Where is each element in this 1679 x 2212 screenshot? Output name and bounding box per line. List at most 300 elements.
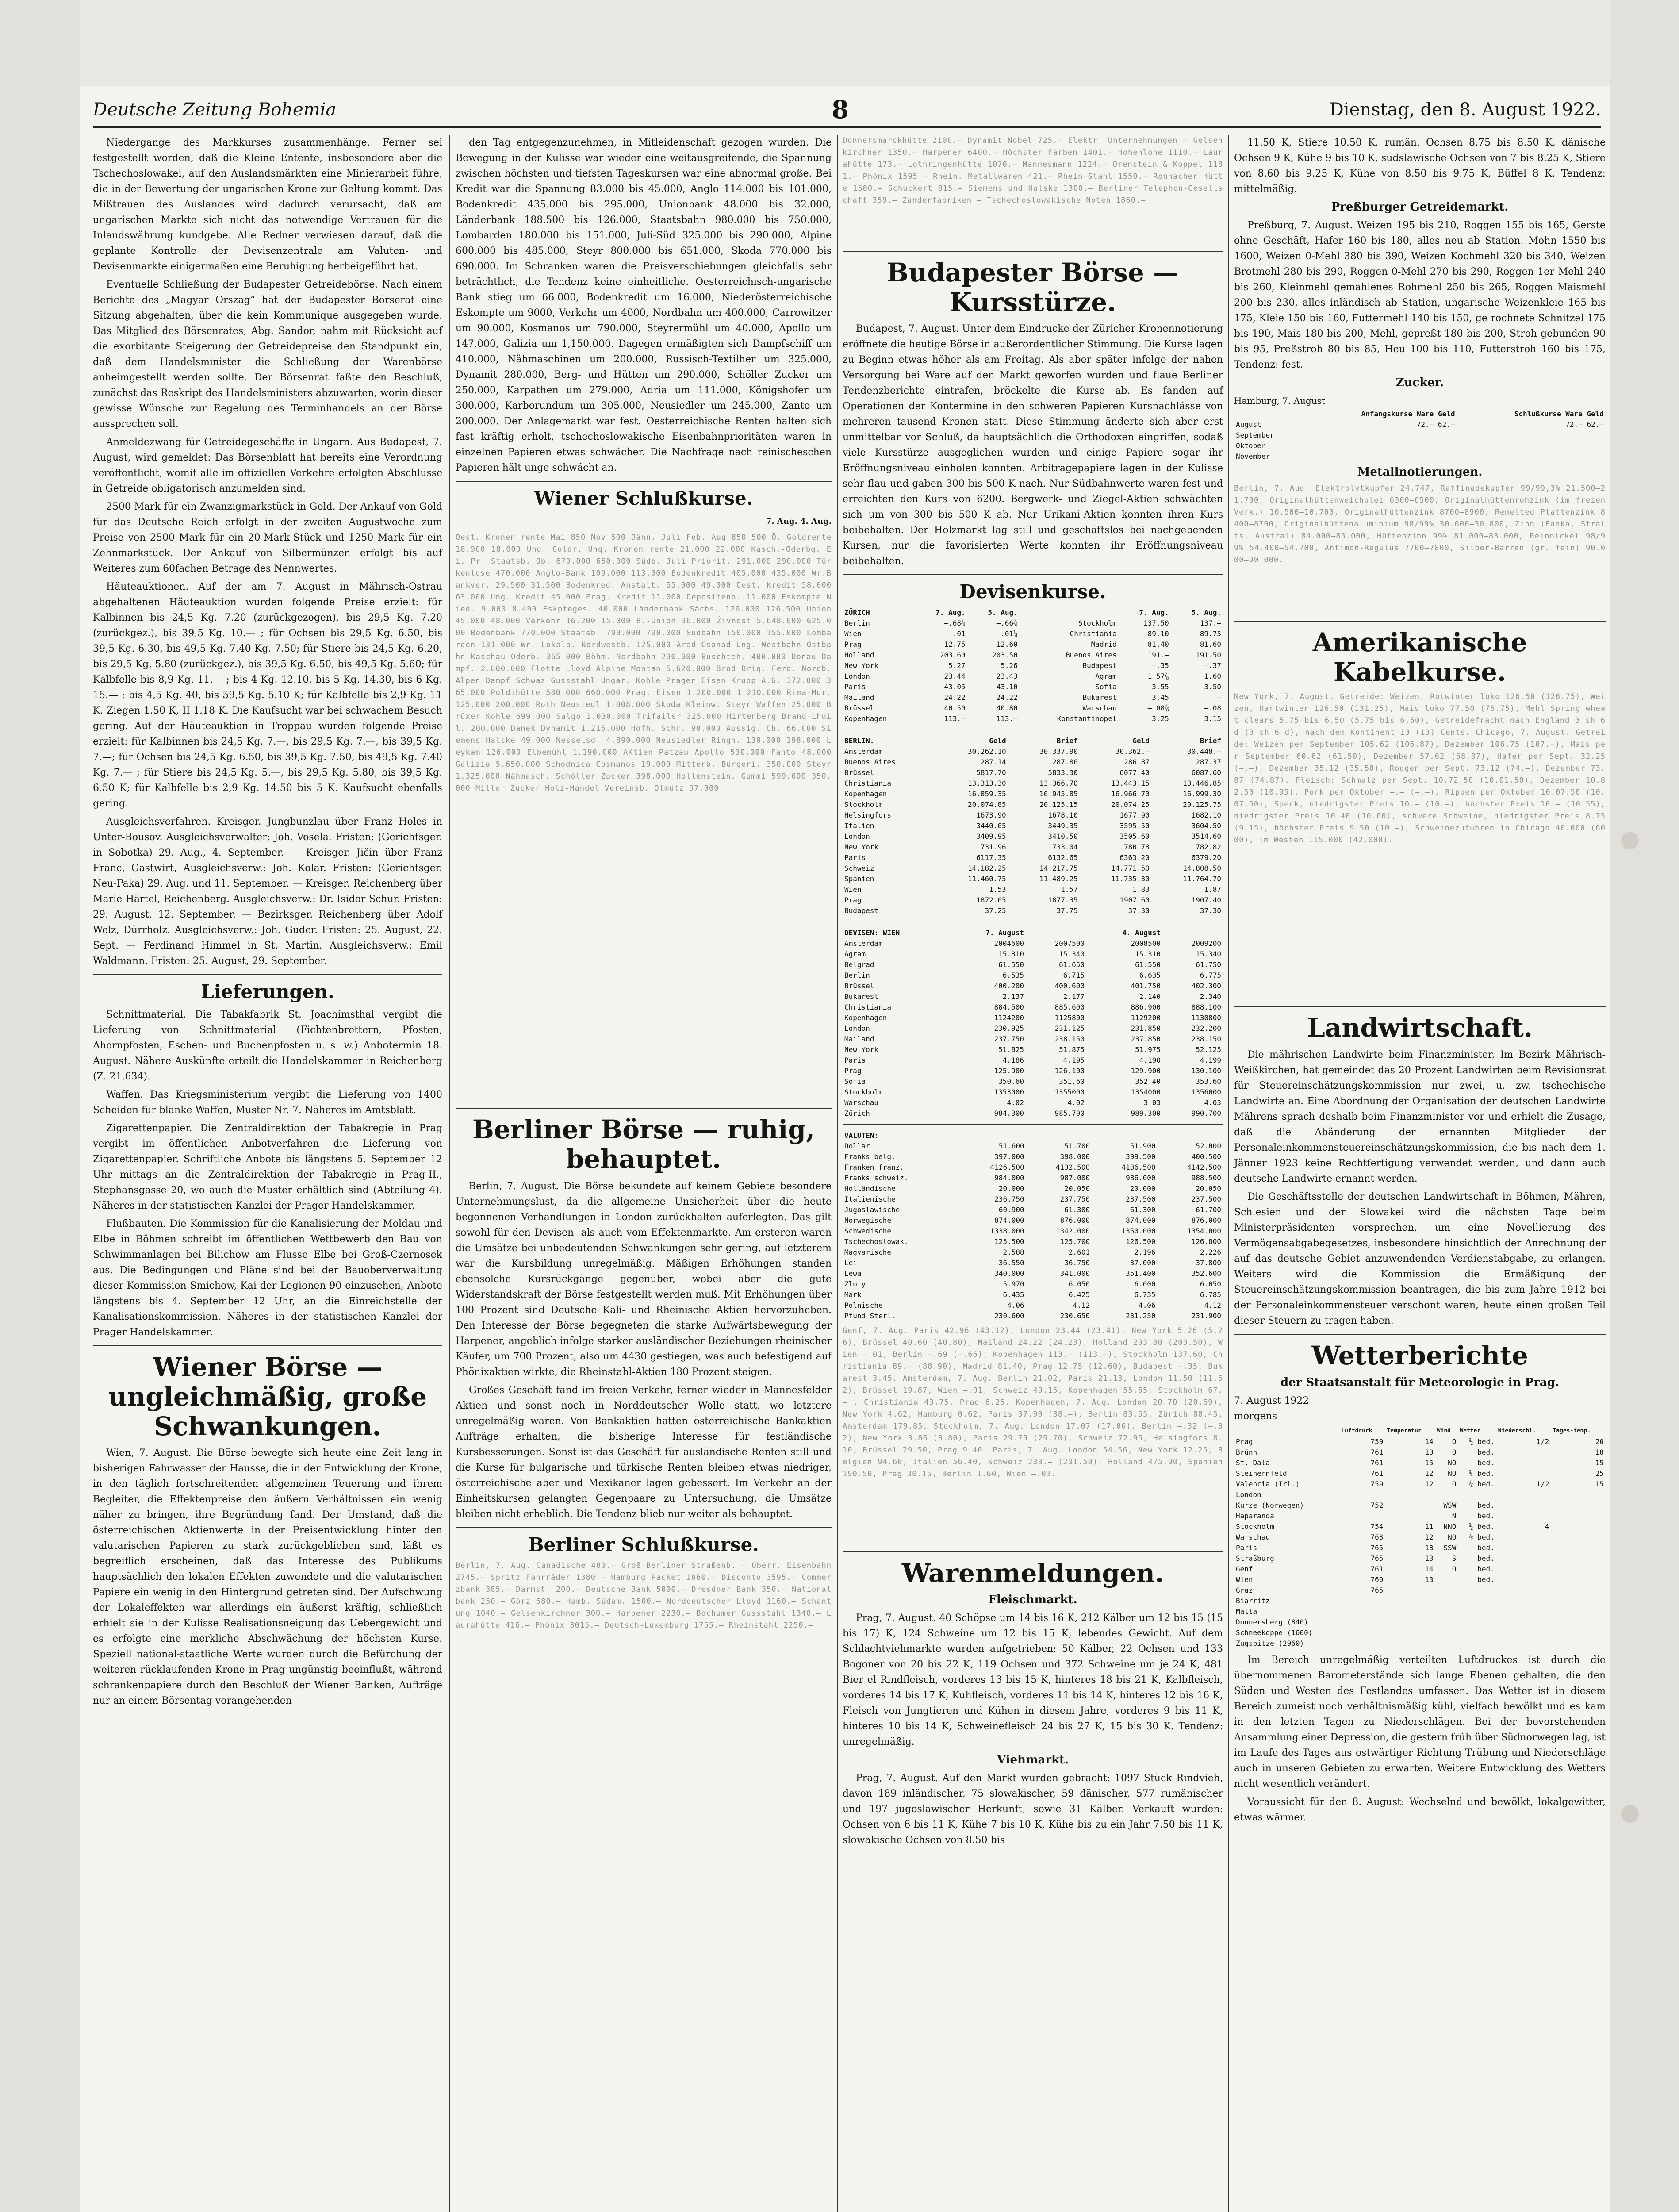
subheading-zucker: Zucker. bbox=[1395, 376, 1444, 389]
table-row bbox=[843, 1098, 1223, 1108]
table-row bbox=[843, 1045, 1223, 1055]
table-row bbox=[843, 661, 1223, 671]
table-cell: 397.000 bbox=[994, 1152, 1024, 1161]
table-cell bbox=[1385, 1606, 1435, 1617]
table-row bbox=[1234, 441, 1606, 451]
table-cell: Lei bbox=[844, 1258, 857, 1267]
table-cell bbox=[1551, 1585, 1606, 1596]
table-row bbox=[843, 906, 1223, 916]
table-cell bbox=[1458, 1490, 1496, 1500]
table-row bbox=[843, 746, 1223, 757]
table-cell: 238.150 bbox=[1191, 1034, 1221, 1043]
table-cell: 126.800 bbox=[1191, 1237, 1221, 1246]
table-row bbox=[843, 1279, 1223, 1290]
table-cell: 13 bbox=[1425, 1575, 1434, 1584]
metal-prices: Berlin, 7. Aug. Elektrolytkupfer 24.747, Raffinadekupfer 99/99,3% 21.500—21.700, Originalhüttenweichblei 6300—6500, Originalhüttenrohzink (im freien Verk.) 10.500—10.700, Originalhüttenzink 8700—8900, Remelted Plattenzink 8400—8700, Originalhüttenaluminium 98/99% 30.600—30.800, Zinn (Banka, Straits, Austral) 84.000—85.000, Hüttenzinn 99% 81.000—83.000, Reinnickel 98/99% 54.400—54.700, Antimon-Regulus 7700—7800, Silber-Barren (gr. fein) 90.000—90.000. bbox=[1234, 484, 1606, 565]
table-cell: 990.700 bbox=[1191, 1109, 1221, 1118]
table-row bbox=[1234, 1490, 1606, 1500]
table-cell bbox=[1385, 1638, 1435, 1649]
table-cell: 1.60 bbox=[1204, 672, 1221, 680]
table-row bbox=[1234, 1511, 1606, 1521]
table-cell: Steinernfeld bbox=[1236, 1469, 1287, 1478]
table-row bbox=[843, 863, 1223, 874]
article-paragraph: Budapest, 7. August. Unter dem Eindrucke der Züricher Kronennotierung eröffnete die heutige Börse in außerordentlicher Stimmung. Die Kurse lagen zu Beginn etwas höher als am Freitag. Als aber später infolge der nahen Versorgung bei Ware auf den Markt geworfen wurden und flaue Berliner Tendenzberichte eintrafen, bröckelte die Kurse ab. Es fanden auf Operationen der Kontermine in den schweren Papieren Kursnachlässe von mehreren tausend Kronen statt. Diese Stimmung änderte sich aber erst unmittelbar vor Schluß, da hauptsächlich die Orthodoxen eingriffen, sodaß viele Kursstürze ausgeglichen wurden und einige Papiere sogar ihr Eröffnungsniveau einholen konnten. Arbitragepapiere lagen in der Kulisse sehr flau und gaben 300 bis 500 K nach. Nur Südbahnwerte waren fest und erreichten den Kurs von 6200. Bergwerk- und Ziegel-Aktien schwächten sich um von 300 bis 500 K ab. Nur Urikani-Aktien konnten ihren Kurs beibehalten. Der Holzmarkt lag still und geschäftslos bei nachgebenden Kursen, nur die favorisierten Werte konnten ihr Eröffnungsniveau beibehalten. bbox=[843, 323, 1223, 567]
table-row bbox=[843, 1268, 1223, 1279]
section-divider bbox=[1234, 621, 1606, 622]
valuten-table bbox=[843, 1130, 1223, 1321]
table-cell: 759 bbox=[1370, 1479, 1384, 1488]
section-divider bbox=[93, 974, 442, 975]
table-cell: 237.850 bbox=[1131, 1034, 1161, 1043]
table-row bbox=[1234, 1447, 1606, 1458]
table-cell: 37.30 bbox=[1200, 906, 1221, 915]
table-cell: Amsterdam bbox=[844, 939, 883, 948]
table-row bbox=[843, 831, 1223, 842]
table-cell: Prag bbox=[844, 1066, 862, 1075]
table-cell: 126.500 bbox=[1126, 1237, 1156, 1246]
table-header-cell: 5. Aug. bbox=[988, 608, 1018, 617]
table-cell: 89.75 bbox=[1200, 629, 1221, 638]
table-header-cell: 5. Aug. bbox=[1191, 608, 1221, 617]
table-cell: 1350.000 bbox=[1121, 1226, 1156, 1235]
table-cell: 11.460.75 bbox=[967, 874, 1006, 883]
table-row bbox=[843, 1258, 1223, 1268]
table-cell bbox=[1496, 1458, 1551, 1468]
table-cell: 4.06 bbox=[1138, 1301, 1156, 1310]
foreign-exchange-reports: Genf, 7. Aug. Paris 42.96 (43.12), London 23.44 (23.41), New York 5.26 (5.26), Brüssel 40.60 (40.80), Mailand 24.22 (24.23), Holland 203.80 (203.50), Wien —.01, Berlin —.69 (—.66), Kopenhagen 113.— (113.—), Stockholm 137.60, Christiania 89.— (88.90), Madrid 81.40, Prag 12.75 (12.60), Budapest —.35, Bukarest 3.45. Amsterdam, 7. Aug. Berlin 21.02, Paris 21.13, London 11.50 (11.52), Brüssel 19.87, Wien —.01, Schweiz 49.15, Kopenhagen 55.65, Stockholm 67.— , Christiania 43.75, Prag 6.25. Kopenhagen, 7. Aug. London 20.70 (20.69), New York 4.62, Hamburg 0.62, Paris 37.90 (38.—), Berlin 83.55, Zürich 88.45, Amsterdam 179.85. Stockholm, 7. Aug. London 17.07 (17.06), Berlin —.32 (—.32), New York 3.86 (3.80), Paris 29.70 (29.70), Schweiz 72.95, Helsingfors 8.10, Brüssel 29.50, Prag 9.40. Paris, 7. Aug. London 54.56, New York 12.25, Belgien 94.60, Italien 56.40, Schweiz 233.— (231.50), Holland 475.90, Spanien 190.50, Prag 30.15, Berlin 1.60, Wien —.03. bbox=[843, 1326, 1223, 1479]
berlin-rates-table bbox=[843, 736, 1223, 916]
article-paragraph: 11.50 K, Stiere 10.50 K, rumän. Ochsen 8.75 bis 8.50 K, dänische Ochsen 9 K, Kühe 9 bis 10 K, südslawische Ochsen von 7 bis 8.25 K, Stiere von 8.60 bis 9.25 K, Kühe von 8.50 bis 9.75 K, Büffel 8 K. Tendenz: mittelmäßig. bbox=[1234, 137, 1606, 195]
table-header-cell: Schlußkurse Ware Geld bbox=[1514, 410, 1604, 418]
table-cell: 23.44 bbox=[944, 672, 966, 680]
section-heading-warenmeldungen: Warenmeldungen. bbox=[901, 1558, 1164, 1588]
table-cell: 52.000 bbox=[1196, 1141, 1221, 1150]
table-cell: 761 bbox=[1370, 1469, 1384, 1478]
article-paragraph: Großes Geschäft fand im freien Verkehr, ferner wieder in Mannesfelder Aktien und sonst noch in Norddeutscher Wolle statt, wo letztere unregelmäßig waren. Von Bankaktien hatten österreichische Bankaktien Aufträge erhalten, die bisherige Interesse für festländische Kursbesserungen. Sonst ist das Geschäft für ausländische Renten still und die Kurse für bulgarische und türkische Renten bleiben etwas niedriger, österreichische aber und Mexikaner lagen gebessert. Im Verkehr an der Einheitskursen gelangten Gegenpaare zu Untersuchung, die Umsätze bleiben nicht erheblich. Die Tendenz blieb nur weiter als behauptet. bbox=[456, 1384, 832, 1520]
berlin-prices-continued: Donnersmarckhütte 2100.— Dynamit Nobel 725.— Elektr. Unternehmungen — Gelsenkirchner 1350.— Harpener 6400.— Höchster Farben 1401.— Hohenlohe 1110.— Laurahütte 173.— Lothringenhütte 1070.— Mannesmann 1224.— Orenstein & Koppel 1181.— Phönix 1595.— Rhein. Metallwaren 421.— Rhein-Stahl 1550.— Ronnacher Hütte 1580.— Schuckert 815.— Siemens und Halske 1300.— Berliner Telephon-Gesellschaft 359.— Zanderfabriken — Tschechoslowakische Noten 1860.— bbox=[843, 136, 1223, 205]
table-cell: 752 bbox=[1370, 1501, 1384, 1509]
table-cell: O bbox=[1452, 1437, 1457, 1446]
table-cell: bed. bbox=[1477, 1564, 1495, 1573]
table-row bbox=[1234, 1436, 1606, 1447]
table-cell: —.37 bbox=[1204, 661, 1221, 670]
table-row bbox=[843, 703, 1223, 714]
table-header-cell: 7. Aug. bbox=[935, 608, 966, 617]
section-heading-amerikanische-kabelkurse: Amerikanische Kabelkurse. bbox=[1312, 627, 1527, 687]
table-cell: 761 bbox=[1370, 1448, 1384, 1456]
table-cell: 780.78 bbox=[1124, 842, 1150, 851]
table-cell: 20.074.85 bbox=[967, 800, 1006, 809]
table-cell bbox=[1496, 1564, 1551, 1575]
table-cell: 15.340 bbox=[1196, 949, 1221, 958]
article-paragraph: Schnittmaterial. Die Tabakfabrik St. Joachimsthal vergibt die Lieferung von Schnittmaterial (Fichtenbrettern, Pfosten, Ahornpfosten, Eschen- und Buchenpfosten u. s. w.) Anbotermin 18. August. Nähere Auskünfte erteilt die Handelskammer in Reichenberg (Z. 21.634). bbox=[93, 1009, 442, 1083]
table-cell: 1/2 bbox=[1536, 1437, 1549, 1446]
table-cell bbox=[1458, 1596, 1496, 1606]
table-cell bbox=[1496, 1617, 1551, 1628]
article-paragraph: Anmeldezwang für Getreidegeschäfte in Ungarn. Aus Budapest, 7. August, wird gemeldet: Das Börsenblatt hat bereits eine Verordnung veröffentlicht, womit alle im offiziellen Verkehre erfolgten Abschlüsse in Getreide obligatorisch anzumelden sind. bbox=[93, 437, 442, 494]
table-cell: 15.310 bbox=[998, 949, 1024, 958]
table-cell: 1124200 bbox=[994, 1013, 1024, 1022]
table-cell: 3505.60 bbox=[1119, 832, 1150, 841]
article-paragraph: den Tag entgegenzunehmen, in Mitleidenschaft gezogen wurden. Die Bewegung in der Kulisse war wieder eine weitausgreifende, die Spannung zwischen höchsten und tiefsten Tageskursen war eine abnormal große. Bei Kredit war die Spannung 83.000 bis 45.000, Anglo 114.000 bis 101.000, Bodenkredit 435.000 bis 295.000, Unionbank 48.000 bis 32.000, Länderbank 188.500 bis 126.000, Staatsbahn 980.000 bis 750.000, Lombarden 180.000 bis 151.000, Juli-Süd 325.000 bis 290.000, Alpine 600.000 bis 485.000, Steyr 800.000 bis 651.000, Skoda 770.000 bis 690.000. Im Schranken waren die Preisverschiebungen gleichfalls sehr beträchtlich, die Tendenz keine einheitliche. Oesterreichisch-ungarische Bank stieg um 66.000, Bodenkredit um 16.000, Niederösterreichische Eskompte um 9000, Verkehr um 4000, Nordbahn um 400.000, Carrowitzer um 90.000, Kosmanos um 790.000, Steyrermühl um 40.000, Apollo um 147.000, Galizia um 1,150.000. Dagegen ermäßigten sich Dampfschiff um 410.000, Nähmaschinen um 200.000, Russisch-Textilher um 325.000, Dynamit 280.000, Berg- und Hütten um 290.000, Schöller Zucker um 250.000, Karpathen um 279.000, Adria um 111.000, Königshofer um 300.000, Karborundum um 305.000, Neusiedler um 245.000, Zanto um 200.000. Der Anlagemarkt war fest. Oesterreichische Renten halten sich fast kräftig erholt, tschechoslowakische Eisenbahnprioritäten waren in einzelnen Papieren etwas schwächer. Die Nachfrage nach reinischeschen Papieren hält unge schwächt an. bbox=[456, 137, 832, 473]
table-cell: 761 bbox=[1370, 1564, 1384, 1573]
table-cell: 2.177 bbox=[1063, 992, 1085, 1001]
table-cell: 12.75 bbox=[944, 640, 966, 649]
table-cell bbox=[1301, 430, 1457, 441]
table-cell: 43.05 bbox=[944, 682, 966, 691]
table-row bbox=[843, 789, 1223, 799]
table-cell: Stockholm bbox=[1236, 1522, 1274, 1531]
table-cell bbox=[1458, 1628, 1496, 1638]
table-row bbox=[843, 1076, 1223, 1087]
table-cell: 12.60 bbox=[996, 640, 1018, 649]
table-row bbox=[1234, 1585, 1606, 1596]
table-cell: 37.25 bbox=[985, 906, 1006, 915]
table-cell: 782.82 bbox=[1196, 842, 1221, 851]
table-cell: 13.313.30 bbox=[967, 779, 1006, 787]
table-row bbox=[843, 799, 1223, 810]
table-cell: 2009200 bbox=[1191, 939, 1221, 948]
table-cell: 12 bbox=[1425, 1532, 1434, 1541]
table-cell: 731.96 bbox=[980, 842, 1006, 851]
section-heading-devisenkurse: Devisenkurse. bbox=[959, 581, 1106, 603]
table-cell: Bukarest bbox=[844, 992, 879, 1001]
article-paragraph: Häuteauktionen. Auf der am 7. August in Mährisch-Ostrau abgehaltenen Häuteauktion wurden folgende Preise erzielt: für Kalbinnen bis 24,5 Kg. 7.20 (zurückgezogen), bis 29,5 Kg. 7.20 (zurückgez.), bis 39,5 Kg. 10.— ; für Ochsen bis 29,5 Kg. 6.50, bis 39,5 Kg. 6.30, bis 49,5 Kg. 7.40 Kg. 7.50; für Stiere bis 24,5 Kg. 6.20, bis 29,5 Kg. 5.80 (zurückgez.), bis 39,5 Kg. 6.50, bis 49,5 Kg. 5.60; für Kalbfelle bis 8,9 Kg. 11.— ; bis 4 Kg. 12.10, bis 5 Kg. 14.30, bis 6 Kg. 15.— ; bis 4,5 Kg. 40, bis 59,5 Kg. 5.10 K; für Kalbfelle bis 2,9 Kg. 11 K. Ziegen 1.50 K, II 1.18 K. Die Kaufsucht war bei schwachem Besuch gering. Auf der Häuteauktion in Troppau wurden folgende Preise erzielt: für Kalbinnen bis 24,5 Kg. 7.—, bis 29,5 Kg. 7.—, bis 39,5 Kg. 7.—; für Ochsen bis 24,5 Kg. 6.50, bis 39,5 Kg. 7.50, bis 49,5 Kg. 7.40 Kg. 7.— ; für Stiere bis 24,5 Kg. 5.—, bis 29,5 Kg. 5.80, bis 39,5 Kg. 6.50 K; für Kalbfelle bis 2,9 Kg. 14.50 bis 5 K. Kaufsucht ebenfalls gering. bbox=[93, 581, 442, 809]
table-cell: 6.775 bbox=[1200, 971, 1221, 979]
table-header-cell: Geld bbox=[1132, 736, 1150, 745]
table-cell: 15.340 bbox=[1059, 949, 1085, 958]
table-cell: Spanien bbox=[844, 874, 874, 883]
table-cell: Franks schweiz. bbox=[844, 1173, 908, 1182]
table-cell: —.08⅞ bbox=[1147, 703, 1169, 712]
table-cell: —.08 bbox=[1204, 703, 1221, 712]
table-cell: 51.975 bbox=[1135, 1045, 1161, 1054]
table-cell bbox=[1551, 1543, 1606, 1553]
table-row bbox=[843, 629, 1223, 639]
table-row bbox=[1234, 1628, 1606, 1638]
berlin-closing-prices: Berlin, 7. Aug. Canadische 480.— Groß-Berliner Straßenb. — Oberr. Eisenbahn 2745.— Spritz Fahrräder 1380.— Hamburg Packet 1060.— Disconto 3595.— Commerzbank 385.— Darmst. 200.— Deutsche Bank 5000.— Dresdner Bank 350.— Nationalbank 250.— Görz 580.— Hamb. Südam. 1500.— Norddeutscher Lloyd 1160.— Schantung 1040.— Gelsenkirchner 300.— Harpener 2230.— Bochumer Gussstahl 1340.— Laurahütte 416.— Phönix 3015.— Deutsch-Luxemburg 1755.— Rheinstahl 2250.— bbox=[456, 1561, 832, 1630]
table-cell bbox=[1339, 1490, 1385, 1500]
table-cell: 341.000 bbox=[1060, 1269, 1090, 1278]
table-row bbox=[1234, 1617, 1606, 1628]
table-cell bbox=[1435, 1575, 1458, 1585]
table-cell: 20 bbox=[1595, 1437, 1604, 1446]
table-cell: August bbox=[1236, 420, 1261, 429]
table-cell bbox=[1551, 1596, 1606, 1606]
table-cell: Haparanda bbox=[1236, 1511, 1274, 1520]
table-cell: 237.500 bbox=[1191, 1194, 1221, 1203]
table-cell: 885.600 bbox=[1054, 1002, 1085, 1011]
table-row bbox=[1234, 430, 1606, 441]
table-row bbox=[843, 1183, 1223, 1194]
table-cell: 1877.35 bbox=[1048, 895, 1078, 904]
table-cell: 16.945.85 bbox=[1039, 789, 1078, 798]
table-cell: Kopenhagen bbox=[844, 714, 887, 723]
table-cell bbox=[1551, 1575, 1606, 1585]
table-cell bbox=[1551, 1521, 1606, 1532]
table-cell: London bbox=[844, 672, 870, 680]
table-cell bbox=[1385, 1617, 1435, 1628]
table-cell: 237.500 bbox=[1126, 1194, 1156, 1203]
newspaper-name: Deutsche Zeitung Bohemia bbox=[93, 100, 337, 120]
section-divider bbox=[456, 1527, 832, 1528]
table-cell: 2007500 bbox=[1054, 939, 1085, 948]
column-rule bbox=[1228, 135, 1229, 2212]
table-cell: 733.04 bbox=[1052, 842, 1078, 851]
article-paragraph: Voraussicht für den 8. August: Wechselnd und bewölkt, lokalgewitter, etwas wärmer. bbox=[1234, 1796, 1606, 1823]
table-cell bbox=[1496, 1468, 1551, 1479]
table-cell: 3449.35 bbox=[1048, 821, 1078, 830]
table-cell bbox=[1458, 1585, 1496, 1596]
table-cell: 61.750 bbox=[1196, 960, 1221, 969]
table-row bbox=[843, 768, 1223, 778]
table-cell bbox=[1457, 441, 1606, 451]
table-row bbox=[843, 1173, 1223, 1183]
table-cell: Holland bbox=[844, 650, 874, 659]
table-cell bbox=[1496, 1543, 1551, 1553]
table-cell: 1338.000 bbox=[990, 1226, 1024, 1235]
table-cell: —.35 bbox=[1152, 661, 1169, 670]
table-cell: 4.195 bbox=[1063, 1056, 1085, 1064]
table-cell: 13.366.70 bbox=[1039, 779, 1078, 787]
table-cell: 81.60 bbox=[1200, 640, 1221, 649]
weather-table bbox=[1234, 1426, 1606, 1649]
table-cell: 398.000 bbox=[1060, 1152, 1090, 1161]
table-row bbox=[1234, 1564, 1606, 1575]
table-cell: Brüssel bbox=[844, 768, 874, 777]
table-cell: 2.140 bbox=[1139, 992, 1161, 1001]
table-cell: 985.700 bbox=[1054, 1109, 1085, 1118]
table-cell: Budapest bbox=[844, 906, 879, 915]
table-cell: 4.190 bbox=[1139, 1056, 1161, 1064]
table-header-cell bbox=[1092, 1130, 1157, 1141]
table-cell: 16.999.30 bbox=[1183, 789, 1221, 798]
table-cell: 2.340 bbox=[1200, 992, 1221, 1001]
table-cell: 24.22 bbox=[996, 693, 1018, 702]
table-cell: 3.50 bbox=[1204, 682, 1221, 691]
table-cell: Helsingfors bbox=[844, 810, 891, 819]
table-cell: Paris bbox=[844, 682, 866, 691]
table-cell: 5817.70 bbox=[976, 768, 1006, 777]
table-cell: 30.337.90 bbox=[1039, 747, 1078, 756]
article-paragraph: Flußbauten. Die Kommission für die Kanalisierung der Moldau und Elbe in Böhmen schreibt im öffentlichen Wettbewerb den Bau von Schwimmanlagen bei Bilichow am Flusse Elbe bei Groß-Czernosek aus. Die Bedingungen und Pläne sind bei der Bauoberverwaltung dieser Kommission Smichow, Kai der Legionen 90 einzusehen, Anbote längstens bis 4. September 12 Uhr, an die Einreichstelle der Kanalisationskommission. Näheres in der statistischen Kanzlei der Prager Handelskammer. bbox=[93, 1218, 442, 1338]
table-cell bbox=[1551, 1564, 1606, 1575]
table-cell: 37.000 bbox=[1130, 1258, 1156, 1267]
table-row bbox=[843, 949, 1223, 960]
table-cell: Prag bbox=[844, 640, 862, 649]
table-cell: 13 bbox=[1425, 1448, 1434, 1456]
table-row bbox=[1234, 1543, 1606, 1553]
table-cell: 137.— bbox=[1200, 618, 1221, 627]
table-row bbox=[843, 1300, 1223, 1311]
table-cell bbox=[1551, 1500, 1606, 1511]
table-cell: 3.25 bbox=[1152, 714, 1169, 723]
table-cell: Biarritz bbox=[1236, 1596, 1270, 1605]
table-cell bbox=[1457, 430, 1606, 441]
table-cell: Brüssel bbox=[844, 981, 874, 990]
table-cell: 1907.40 bbox=[1191, 895, 1221, 904]
table-cell bbox=[1301, 451, 1457, 462]
table-cell: Straßburg bbox=[1236, 1554, 1274, 1563]
table-cell bbox=[1496, 1511, 1551, 1521]
article-paragraph: Zigarettenpapier. Die Zentraldirektion der Tabakregie in Prag vergibt im öffentlichen Anbotverfahren die Lieferung von Zigarettenpapier. Schriftliche Anbote bis längstens 5. September 12 Uhr mittags an die Zentraldirektion der Tabakregie in Prag-II., Stephansgasse 20, wo auch die Muster erhältlich sind (Abteilung 4). Näheres in der statistischen Kanzlei der Prager Handelskammer. bbox=[93, 1123, 442, 1212]
section-heading-wiener-boerse: Wiener Börse — ungleichmäßig, große Schwankungen. bbox=[108, 1352, 427, 1441]
table-row bbox=[843, 895, 1223, 906]
article-paragraph: Niedergange des Markkurses zusammenhänge. Ferner sei festgestellt worden, daß die Kleine Entente, insbesondere aber die Tschechoslowakei, auf den Auslandsmärkten eine Minierarbeit führe, die in der Bewertung der ungarischen Krone zur Geltung kommt. Das Mißtrauen des Auslandes wird dadurch verursacht, daß am ungarischen Markte sich nicht das notwendige Vertrauen für die Inlandswährung kundgebe. Alle Redner verwiesen darauf, daß die geplante Kontrolle der Devisenzentrale am Valuten- und Devisenmarkte einigermaßen eine Beruhigung herbeigeführt hat. bbox=[93, 137, 442, 272]
table-cell: Sofia bbox=[844, 1077, 866, 1086]
table-cell: 6.000 bbox=[1134, 1279, 1156, 1288]
weather-time: morgens bbox=[1234, 1410, 1277, 1422]
table-cell: 237.750 bbox=[994, 1034, 1024, 1043]
table-cell: 1872.65 bbox=[976, 895, 1006, 904]
table-row bbox=[843, 671, 1223, 682]
table-cell: Prag bbox=[1236, 1437, 1253, 1446]
section-heading-berliner-boerse: Berliner Börse — ruhig, behauptet. bbox=[472, 1114, 815, 1174]
table-cell bbox=[1551, 1490, 1606, 1500]
table-cell: 37.800 bbox=[1196, 1258, 1221, 1267]
table-cell: Brüssel bbox=[844, 703, 874, 712]
table-row bbox=[843, 1141, 1223, 1152]
table-cell bbox=[1339, 1596, 1385, 1606]
table-cell: 12 bbox=[1425, 1469, 1434, 1478]
table-header-cell: Luftdruck bbox=[1341, 1427, 1372, 1434]
table-cell bbox=[1435, 1617, 1458, 1628]
table-cell: London bbox=[844, 832, 870, 841]
table-cell: 988.500 bbox=[1191, 1173, 1221, 1182]
table-cell: 340.000 bbox=[994, 1269, 1024, 1278]
weather-date: 7. August 1922 bbox=[1234, 1395, 1309, 1406]
table-row bbox=[843, 1247, 1223, 1258]
table-header-cell: 4. August bbox=[1122, 928, 1161, 937]
table-header-cell: DEVISEN: WIEN bbox=[844, 928, 900, 937]
table-cell: 3.03 bbox=[1143, 1098, 1161, 1107]
table-cell bbox=[1496, 1500, 1551, 1511]
table-cell: 1125800 bbox=[1054, 1013, 1085, 1022]
table-row bbox=[843, 981, 1223, 991]
table-cell: New York bbox=[844, 1045, 879, 1054]
table-cell: 113.— bbox=[996, 714, 1018, 723]
table-cell: 16.859.35 bbox=[967, 789, 1006, 798]
table-cell: Amsterdam bbox=[844, 747, 883, 756]
table-cell: Sofia bbox=[1095, 682, 1117, 691]
table-header-cell bbox=[1026, 1130, 1092, 1141]
table-row bbox=[843, 778, 1223, 789]
table-cell: 237.750 bbox=[1060, 1194, 1090, 1203]
table-cell bbox=[1551, 1511, 1606, 1521]
table-cell: Zloty bbox=[844, 1279, 866, 1288]
table-cell: 37.30 bbox=[1128, 906, 1150, 915]
table-cell: 402.300 bbox=[1191, 981, 1221, 990]
sugar-location: Hamburg, 7. August bbox=[1234, 396, 1325, 406]
table-cell: 351.400 bbox=[1126, 1269, 1156, 1278]
table-cell: Wien bbox=[844, 885, 862, 894]
table-cell: Paris bbox=[844, 1056, 866, 1064]
table-header-cell: Brief bbox=[1200, 736, 1221, 745]
table-header-cell: Tages-temp. bbox=[1552, 1427, 1591, 1434]
table-cell: 987.000 bbox=[1060, 1173, 1090, 1182]
table-cell: 352.40 bbox=[1135, 1077, 1161, 1086]
subheading-getreidemarkt: Preßburger Getreidemarkt. bbox=[1331, 200, 1509, 214]
table-cell: 4136.500 bbox=[1121, 1163, 1156, 1171]
table-cell: 984.300 bbox=[994, 1109, 1024, 1118]
table-cell: 1907.60 bbox=[1119, 895, 1150, 904]
table-cell: 1.83 bbox=[1132, 885, 1150, 894]
section-divider bbox=[843, 1124, 1223, 1125]
table-header-cell bbox=[1234, 409, 1301, 419]
table-cell: bed. bbox=[1477, 1554, 1495, 1563]
masthead bbox=[93, 95, 1601, 128]
column-4 bbox=[1234, 135, 1606, 1828]
table-cell: 20.050 bbox=[1064, 1184, 1090, 1193]
table-cell bbox=[1496, 1532, 1551, 1543]
table-cell: Bukarest bbox=[1082, 693, 1117, 702]
table-cell: 6.635 bbox=[1139, 971, 1161, 979]
table-cell: 43.10 bbox=[996, 682, 1018, 691]
table-cell: — bbox=[1217, 693, 1221, 702]
table-cell bbox=[1496, 1447, 1551, 1458]
table-cell: Franks belg. bbox=[844, 1152, 896, 1161]
table-cell: 13.443.15 bbox=[1111, 779, 1150, 787]
subheading-viehmarkt: Viehmarkt. bbox=[997, 1753, 1069, 1767]
table-cell: 1354.000 bbox=[1187, 1226, 1221, 1235]
table-cell: 20.125.75 bbox=[1183, 800, 1221, 809]
section-heading-wiener-schlusskurse: Wiener Schlußkurse. bbox=[534, 488, 753, 509]
table-cell: Christiania bbox=[844, 1002, 891, 1011]
table-cell: 61.300 bbox=[1130, 1205, 1156, 1214]
table-cell: Kopenhagen bbox=[844, 789, 887, 798]
table-cell: Franken franz. bbox=[844, 1163, 904, 1171]
table-cell: 14 bbox=[1425, 1564, 1434, 1573]
table-cell: 25 bbox=[1595, 1469, 1604, 1478]
section-divider bbox=[843, 574, 1223, 575]
table-cell: 4.02 bbox=[1007, 1098, 1024, 1107]
table-cell: 232.200 bbox=[1191, 1024, 1221, 1033]
table-row bbox=[1234, 1638, 1606, 1649]
table-cell: 231.900 bbox=[1191, 1311, 1221, 1320]
table-cell: 874.000 bbox=[994, 1216, 1024, 1225]
table-row bbox=[1234, 1575, 1606, 1585]
section-divider bbox=[456, 481, 832, 482]
table-cell: ½ bed. bbox=[1468, 1437, 1495, 1446]
table-cell: 1.57⅞ bbox=[1147, 672, 1169, 680]
table-cell bbox=[1385, 1511, 1435, 1521]
table-row bbox=[843, 1066, 1223, 1076]
table-cell bbox=[1435, 1596, 1458, 1606]
table-cell bbox=[1458, 1638, 1496, 1649]
table-cell bbox=[1301, 441, 1457, 451]
table-row bbox=[843, 1055, 1223, 1066]
table-cell: bed. bbox=[1477, 1448, 1495, 1456]
table-cell: Konstantinopel bbox=[1057, 714, 1117, 723]
section-heading-berliner-schlusskurse: Berliner Schlußkurse. bbox=[528, 1533, 759, 1555]
table-cell: Warschau bbox=[1082, 703, 1117, 712]
table-cell: 1682.10 bbox=[1191, 810, 1221, 819]
table-cell: New York bbox=[844, 842, 879, 851]
table-cell: 2.137 bbox=[1002, 992, 1024, 1001]
table-cell: 14 bbox=[1425, 1437, 1434, 1446]
table-cell: 230.650 bbox=[1060, 1311, 1090, 1320]
table-header-cell: Geld bbox=[989, 736, 1006, 745]
table-row bbox=[843, 1215, 1223, 1226]
table-cell: 15.310 bbox=[1135, 949, 1161, 958]
stock-price-table: Oest. Kronen rente Mai 850 Nov 500 Jänn. Juli Feb. Aug 850 500 Ö. Goldrente 18.900 18.000 Ung. Goldr. Ung. Kronen rente 21.000 22.000 Kasch.-Oderbg. Ei. Pr. Staatsb. Ob. 670.000 650.000 Südb. Juli Priorit. 291.000 290.000 Türkenlose 470.000 Anglo-Bank 109.000 113.000 Bodenkredit 405.000 435.000 Wr.Bankver. 29.500 31.500 Bodenkred. Anstalt. 65.000 49.000 Oest. Kredit 58.000 63.000 Ung. Kredit 45.000 Prag. Kredit 11.000 Depositenb. 11.000 Eskompte Nied. 9.000 8.490 Eskpteges. 40.000 Länderbank Sächs. 126.000 126.500 Union 45.000 48.000 Verkehr 16.200 15.000 B.-Union 36.000 Živnost 5.648.000 625.000 Bodenbank 770.000 Staatsb. 790.000 790.000 Südbahn 150.000 155.000 Lombarden 131.000 Wr. Lokalb. Nordwestb. 125.000 Arad-Csanad Ung. Westbahn Ostbahn Kaschau Oderb. 365.000 Böhm. Nordbahn 290.000 Buschteh. 400.000 Donau Dampf. 2.800.000 Flotte Lloyd Alpine Montan 5.620.000 Brod Briq. Ferd. Nordb. Alpen Dampf Schwaz Gussstahl Ungar. Kohle Prager Eisen Krupp A.G. 372.000 365.000 Poldihütte 580.000 660.000 Prag. Eisen 1.200.000 1.210.000 Rima-Mur. 125.000 200.000 Roth Neusiedl 1.008.000 Skoda Kleinw. Steyr Waffen 25.000 Brüxer Kohle 699.000 Salgo 1.030.000 Trifailer 325.000 Hirtenberg Brand-Lhuil. 200.000 Danek Dynamit 1.215.000 Hofh. Schr. 90.000 Aussig. Ch. 66.000 Siemens Halske 49.000 Nesselsd. 4.890.000 Neusiedler Ringh. 130.000 198.000 Leykam 126.000 Elbemühl 1.190.000 AKtien Patzau Apollo 530.000 Fanto 48.000 Galizia 5.650.000 Schodnica Cosmanos 19.000 Mitterb. Bürgeri. 350.000 Steyr 1.325.000 Nähmasch. Schöller Zucker 398.000 Hollenstein. Gummi 599.000 350.000 Miller Zucker Holz-Handel Vereinsb. Olmütz 57.000 bbox=[456, 533, 832, 793]
table-cell: 40.50 bbox=[944, 703, 966, 712]
table-row bbox=[843, 991, 1223, 1002]
table-row bbox=[843, 938, 1223, 949]
table-row bbox=[843, 810, 1223, 821]
table-cell: 15 bbox=[1595, 1458, 1604, 1467]
table-cell: 203.50 bbox=[992, 650, 1018, 659]
